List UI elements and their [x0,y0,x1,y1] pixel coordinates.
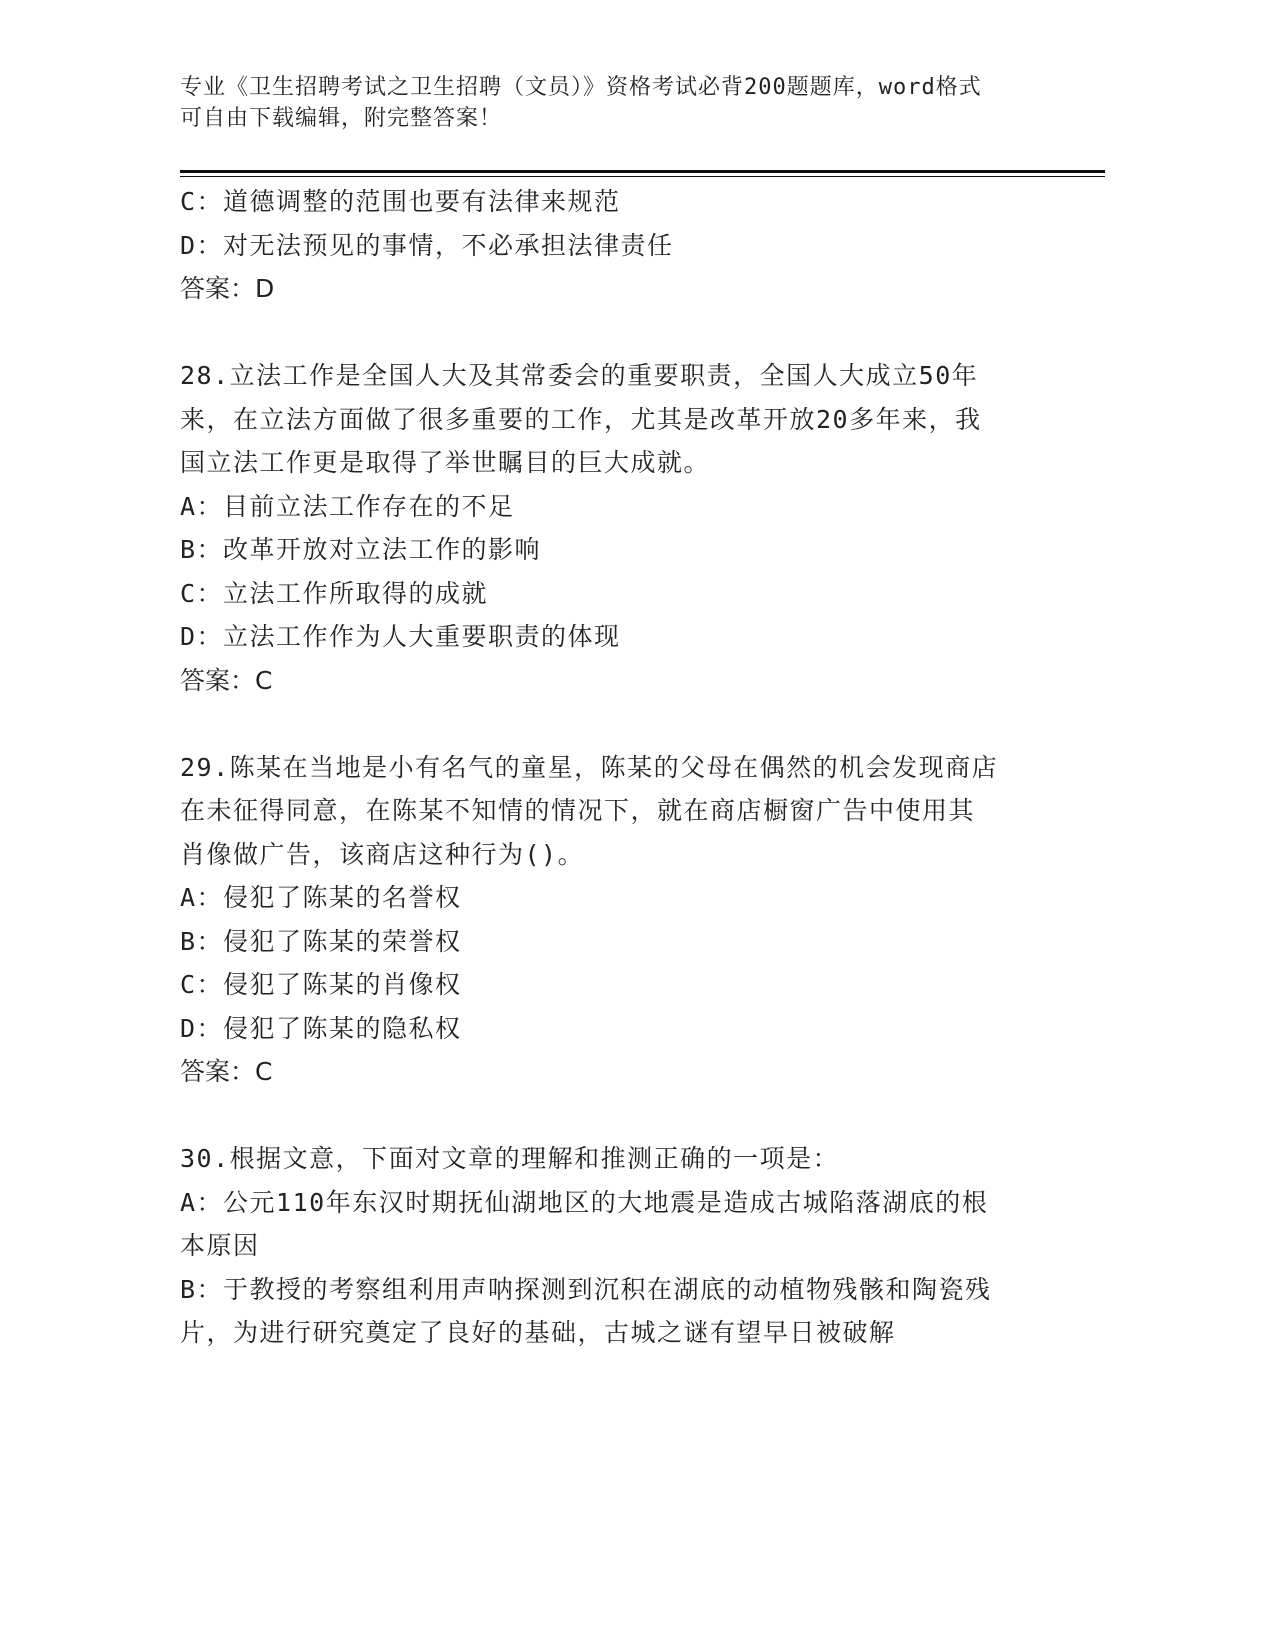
option-a: A：目前立法工作存在的不足 [180,491,515,521]
header-divider-thick [180,170,1105,173]
question-stem: 28.立法工作是全国人大及其常委会的重要职责，全国人大成立50年 [180,361,979,390]
spacer [180,702,1040,746]
question-content [180,180,1040,1355]
header-divider-thin [180,176,1105,177]
answer-line: 答案：D [180,274,275,303]
option-a: A：侵犯了陈某的名誉权 [180,883,462,912]
option-d: D：立法工作作为人大重要职责的体现 [180,622,621,651]
option-c: C：立法工作所取得的成就 [180,578,489,608]
option-b-continued: 片，为进行研究奠定了良好的基础，古城之谜有望早日被破解 [180,1318,896,1347]
question-27-tail [180,180,1040,311]
question-28 [180,354,1040,702]
option-b: B：改革开放对立法工作的影响 [180,535,542,564]
header-title-line-1: 专业《卫生招聘考试之卫生招聘（文员）》资格考试必背200题题库，word格式 [180,75,982,100]
question-29 [180,746,1040,1094]
option-a-continued: 本原因 [180,1231,260,1260]
question-stem: 肖像做广告，该商店这种行为()。 [180,839,585,869]
document-header [180,72,1060,134]
answer-line: 答案：C [180,1057,273,1086]
question-stem: 在未征得同意，在陈某不知情的情况下，就在商店橱窗广告中使用其 [180,796,976,825]
option-b: B：侵犯了陈某的荣誉权 [180,926,462,956]
option-c: C：侵犯了陈某的肖像权 [180,970,462,999]
header-title-line-2: 可自由下载编辑，附完整答案！ [180,106,503,131]
spacer [180,311,1040,355]
option-d: D：对无法预见的事情，不必承担法律责任 [180,230,674,260]
question-stem: 30.根据文意，下面对文章的理解和推测正确的一项是： [180,1144,840,1173]
question-stem: 29.陈某在当地是小有名气的童星，陈某的父母在偶然的机会发现商店 [180,752,999,782]
spacer [180,1094,1040,1138]
question-stem: 国立法工作更是取得了举世瞩目的巨大成就。 [180,448,711,477]
answer-line: 答案：C [180,665,273,695]
question-30 [180,1137,1040,1355]
option-c: C：道德调整的范围也要有法律来规范 [180,187,621,216]
option-d: D：侵犯了陈某的隐私权 [180,1013,462,1043]
option-a: A：公元110年东汉时期抚仙湖地区的大地震是造成古城陷落湖底的根 [180,1187,989,1217]
question-stem: 来，在立法方面做了很多重要的工作，尤其是改革开放20多年来，我 [180,404,982,434]
option-b: B：于教授的考察组利用声呐探测到沉积在湖底的动植物残骸和陶瓷残 [180,1274,992,1304]
